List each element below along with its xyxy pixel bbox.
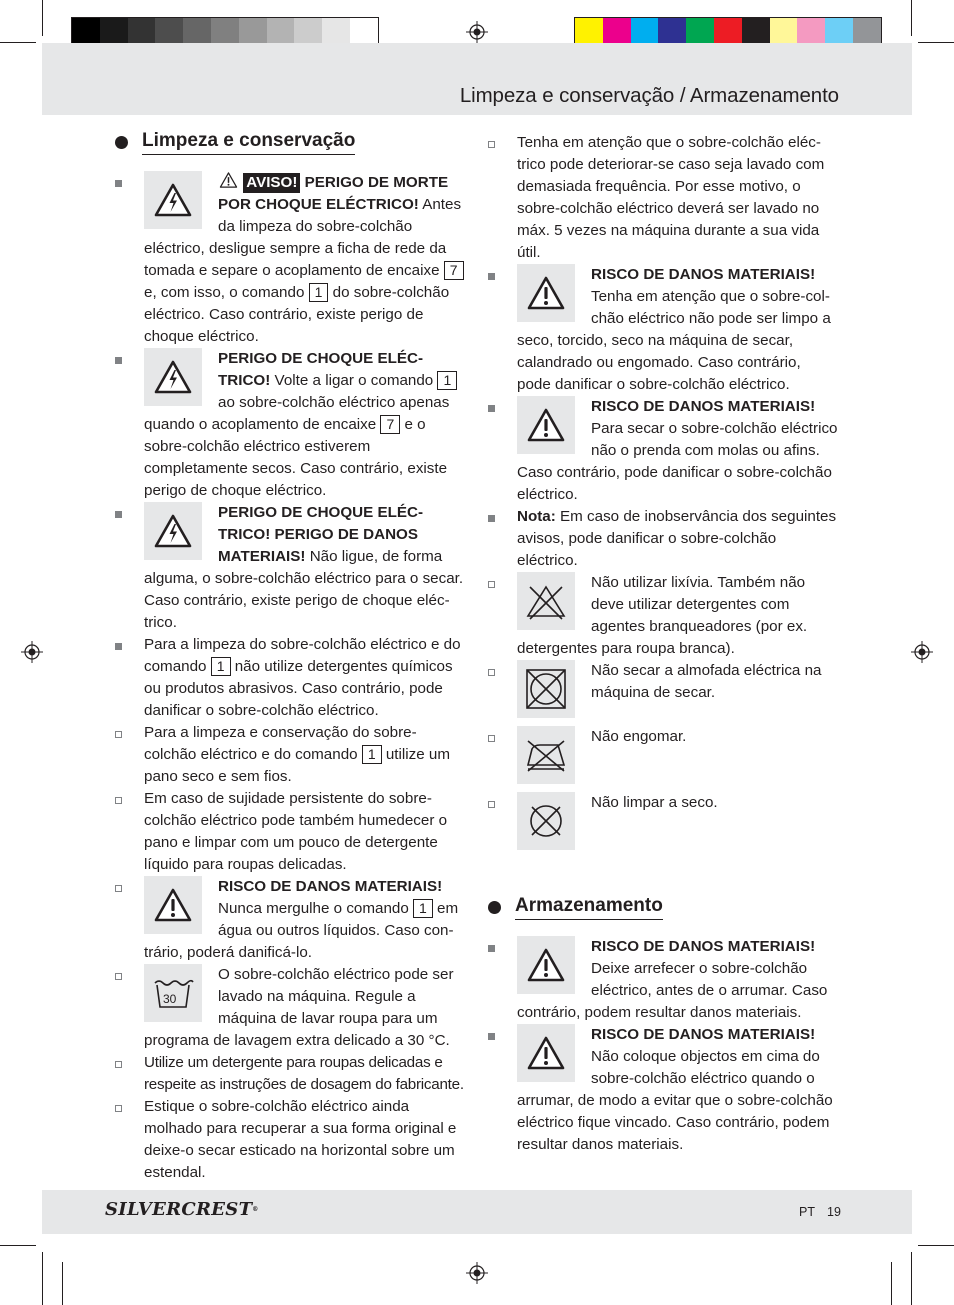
registered-mark: ® bbox=[252, 1206, 259, 1213]
item-text: utilize um pano seco e sem fios. bbox=[144, 746, 450, 785]
filled-bullet bbox=[115, 180, 122, 187]
item-text: Tenha em atenção que o sobre-colchão eléctrico pode deteriorar-se caso seja lavado com demasiada frequência. Por esse motivo, o sobre-colchão eléctrico deverá ser lavado no máx. 5 vezes na máquina durante a sua vida útil. bbox=[517, 134, 825, 261]
heading-bullet bbox=[488, 901, 501, 914]
list-item bbox=[488, 792, 838, 858]
filled-bullet bbox=[488, 945, 495, 952]
color-swatch bbox=[350, 18, 378, 46]
filled-bullet bbox=[488, 1033, 495, 1040]
note-heading: Nota: bbox=[517, 508, 556, 525]
list-item bbox=[115, 171, 465, 348]
electric-warning-icon bbox=[144, 171, 202, 229]
page-title: Limpeza e conservação / Armazenamento bbox=[459, 84, 839, 107]
item-text: e, com isso, o comando bbox=[144, 284, 309, 301]
item-text: Utilize um detergente para roupas delicadas e respeite as instruções de dosagem do fabricante. bbox=[144, 1054, 464, 1093]
part-number: 1 bbox=[437, 371, 457, 390]
color-swatch bbox=[825, 18, 853, 46]
heading-bullet bbox=[115, 136, 128, 149]
color-swatch bbox=[267, 18, 295, 46]
registration-mark-icon bbox=[466, 1262, 488, 1284]
item-text: Não coloque objectos em cima do sobre-colchão eléctrico quando o arrumar, de modo a evitar que o sobre-colchão eléctrico fique vincado. Caso contrário, podem resultar danos materiais. bbox=[517, 1048, 833, 1153]
list-item bbox=[488, 396, 838, 506]
crop-mark bbox=[918, 1245, 954, 1246]
color-swatch bbox=[742, 18, 770, 46]
part-number: 7 bbox=[380, 415, 400, 434]
list-item bbox=[115, 1096, 465, 1184]
hollow-bullet bbox=[115, 731, 122, 738]
registration-mark-icon bbox=[21, 641, 43, 663]
hollow-bullet bbox=[488, 801, 495, 808]
crop-mark bbox=[911, 0, 912, 36]
right-column bbox=[488, 132, 838, 1156]
color-swatch bbox=[575, 18, 603, 46]
warning-heading: RISCO DE DANOS MATERIAIS! bbox=[591, 1026, 816, 1043]
item-text: e o sobre-colchão eléctrico estiverem completamente secos. Caso contrário, existe perigo de choque eléctrico. bbox=[144, 416, 448, 499]
item-text: Para a limpeza e conservação do sobre-colchão eléctrico e do comando bbox=[144, 724, 417, 763]
list-item bbox=[115, 722, 465, 788]
warning-icon bbox=[144, 876, 202, 934]
electric-warning-icon bbox=[144, 348, 202, 406]
color-swatch bbox=[183, 18, 211, 46]
crop-mark bbox=[62, 1262, 63, 1305]
no-tumble-dry-icon bbox=[517, 660, 575, 718]
item-text: Não engomar. bbox=[591, 728, 687, 745]
crop-mark bbox=[42, 1252, 43, 1305]
filled-bullet bbox=[115, 643, 122, 650]
section-heading bbox=[488, 896, 838, 924]
filled-bullet bbox=[488, 515, 495, 522]
brand-name: SILVERCREST bbox=[105, 1199, 253, 1220]
color-swatch bbox=[658, 18, 686, 46]
item-text: Em caso de sujidade persistente do sobre-colchão eléctrico pode também humedecer o pano e limpar com um pouco de detergente líquido para roupas delicadas. bbox=[144, 790, 448, 873]
hollow-bullet bbox=[488, 581, 495, 588]
list-item bbox=[115, 964, 465, 1052]
warning-icon bbox=[517, 396, 575, 454]
list-item bbox=[115, 348, 465, 502]
item-text: Antes da limpeza do sobre-colchão eléctrico, desligue sempre a ficha de rede da tomada e separe o acoplamento de encaixe bbox=[144, 196, 462, 279]
hollow-bullet bbox=[488, 735, 495, 742]
list-item bbox=[488, 660, 838, 726]
warning-heading: RISCO DE DANOS MATERIAIS! bbox=[591, 266, 816, 283]
color-swatch bbox=[631, 18, 659, 46]
item-text: Não limpar a seco. bbox=[591, 794, 718, 811]
color-swatch bbox=[155, 18, 183, 46]
crop-mark bbox=[0, 42, 36, 43]
item-text: O sobre-colchão eléctrico pode ser lavado na máquina. Regule a máquina de lavar roupa para um programa de lavagem extra delicado a 30 °C. bbox=[144, 966, 454, 1049]
color-swatch bbox=[797, 18, 825, 46]
color-swatch bbox=[686, 18, 714, 46]
crop-mark bbox=[891, 1262, 892, 1305]
page-footer bbox=[42, 1190, 912, 1234]
item-text: Não utilizar lixívia. Também não deve utilizar detergentes com agentes branqueadores (por ex. detergentes para roupa branca). bbox=[517, 574, 808, 657]
no-iron-icon bbox=[517, 726, 575, 784]
list-item bbox=[115, 502, 465, 634]
part-number: 1 bbox=[362, 745, 382, 764]
warning-icon bbox=[517, 264, 575, 322]
hollow-bullet bbox=[115, 797, 122, 804]
hollow-bullet bbox=[488, 141, 495, 148]
section-title-armazenamento: Armazenamento bbox=[515, 894, 663, 920]
color-swatch bbox=[100, 18, 128, 46]
language-code: PT bbox=[799, 1205, 815, 1219]
warning-heading: PERIGO DE CHOQUE ELÉCTRICO! bbox=[218, 350, 424, 389]
color-swatch bbox=[770, 18, 798, 46]
item-text: Não ligue, de forma alguma, o sobre-colchão eléctrico para o secar. Caso contrário, existe perigo de choque eléctrico. bbox=[144, 548, 464, 631]
part-number: 1 bbox=[413, 899, 433, 918]
warning-icon bbox=[517, 936, 575, 994]
item-text: Em caso de inobservância dos seguintes avisos, pode danificar o sobre-colchão eléctrico. bbox=[517, 508, 837, 569]
item-text: em água ou outros líquidos. Caso contrário, poderá danificá-lo. bbox=[144, 900, 459, 961]
warning-icon bbox=[218, 171, 239, 189]
part-number: 7 bbox=[444, 261, 464, 280]
left-column bbox=[115, 131, 465, 1184]
silvercrest-logo bbox=[105, 1199, 259, 1221]
warning-heading: PERIGO DE MORTE POR CHOQUE ELÉCTRICO! bbox=[218, 174, 449, 213]
item-text: ao sobre-colchão eléctrico apenas quando o acoplamento de encaixe bbox=[144, 394, 450, 433]
list-item bbox=[488, 572, 838, 660]
color-swatch bbox=[294, 18, 322, 46]
aviso-badge: AVISO! bbox=[243, 173, 300, 193]
list-item bbox=[115, 788, 465, 876]
list-item bbox=[488, 1024, 838, 1156]
color-swatch bbox=[128, 18, 156, 46]
item-text: Deixe arrefecer o sobre-colchão eléctrico, antes de o arrumar. Caso contrário, podem resultar danos materiais. bbox=[517, 960, 828, 1021]
page-header bbox=[42, 43, 912, 115]
no-bleach-icon bbox=[517, 572, 575, 630]
warning-icon bbox=[517, 1024, 575, 1082]
item-text: Nunca mergulhe o comando bbox=[218, 900, 414, 917]
color-swatch bbox=[211, 18, 239, 46]
crop-mark bbox=[42, 0, 43, 36]
item-text: Volte a ligar o comando bbox=[270, 372, 438, 389]
section-heading bbox=[115, 131, 465, 159]
item-text: do sobre-colchão eléctrico. Caso contrário, existe perigo de choque eléctrico. bbox=[144, 284, 450, 345]
wash-temperature: 30 bbox=[163, 992, 177, 1006]
electric-warning-icon bbox=[144, 502, 202, 560]
list-item bbox=[488, 132, 838, 264]
list-item bbox=[115, 876, 465, 964]
hollow-bullet bbox=[115, 1061, 122, 1068]
section-title-limpeza: Limpeza e conservação bbox=[142, 129, 355, 155]
item-text: Para secar o sobre-colchão eléctrico não o prenda com molas ou afins. Caso contrário, pode danificar o sobre-colchão eléctrico. bbox=[517, 420, 838, 503]
warning-heading: PERIGO DE CHOQUE ELÉCTRICO! PERIGO DE DANOS MATERIAIS! bbox=[218, 504, 424, 565]
list-item bbox=[488, 264, 838, 396]
color-swatch bbox=[853, 18, 881, 46]
warning-heading: RISCO DE DANOS MATERIAIS! bbox=[591, 398, 816, 415]
hollow-bullet bbox=[115, 885, 122, 892]
registration-mark-icon bbox=[466, 21, 488, 43]
filled-bullet bbox=[488, 273, 495, 280]
item-text: Não secar a almofada eléctrica na máquina de secar. bbox=[591, 662, 822, 701]
warning-heading: RISCO DE DANOS MATERIAIS! bbox=[218, 878, 443, 895]
list-item bbox=[115, 1052, 465, 1096]
no-dry-clean-icon bbox=[517, 792, 575, 850]
warning-heading: RISCO DE DANOS MATERIAIS! bbox=[591, 938, 816, 955]
filled-bullet bbox=[115, 357, 122, 364]
list-item bbox=[115, 634, 465, 722]
color-swatch bbox=[322, 18, 350, 46]
color-swatch bbox=[72, 18, 100, 46]
crop-mark bbox=[918, 42, 954, 43]
item-text: não utilize detergentes químicos ou produtos abrasivos. Caso contrário, pode danificar o sobre-colchão eléctrico. bbox=[144, 658, 453, 719]
item-text: Para a limpeza do sobre-colchão eléctrico e do comando bbox=[144, 636, 461, 675]
wash-30-icon bbox=[144, 964, 202, 1022]
hollow-bullet bbox=[115, 1105, 122, 1112]
part-number: 1 bbox=[211, 657, 231, 676]
color-swatch bbox=[714, 18, 742, 46]
filled-bullet bbox=[488, 405, 495, 412]
filled-bullet bbox=[115, 511, 122, 518]
list-item bbox=[488, 506, 838, 572]
crop-mark bbox=[0, 1245, 36, 1246]
item-text: Estique o sobre-colchão eléctrico ainda molhado para recuperar a sua forma original e deixe-o secar esticado na horizontal sobre um estendal. bbox=[144, 1098, 457, 1181]
page-number: 19 bbox=[827, 1205, 841, 1219]
registration-mark-icon bbox=[911, 641, 933, 663]
part-number: 1 bbox=[309, 283, 329, 302]
color-swatch bbox=[603, 18, 631, 46]
color-swatch bbox=[239, 18, 267, 46]
list-item bbox=[488, 726, 838, 792]
hollow-bullet bbox=[488, 669, 495, 676]
list-item bbox=[488, 936, 838, 1024]
item-text: Tenha em atenção que o sobre-colchão eléctrico não pode ser limpo a seco, torcido, seco na máquina de secar, calandrado ou engomado. Caso contrário, pode danificar o sobre-colchão eléctrico. bbox=[517, 288, 831, 393]
crop-mark bbox=[911, 1252, 912, 1305]
hollow-bullet bbox=[115, 973, 122, 980]
